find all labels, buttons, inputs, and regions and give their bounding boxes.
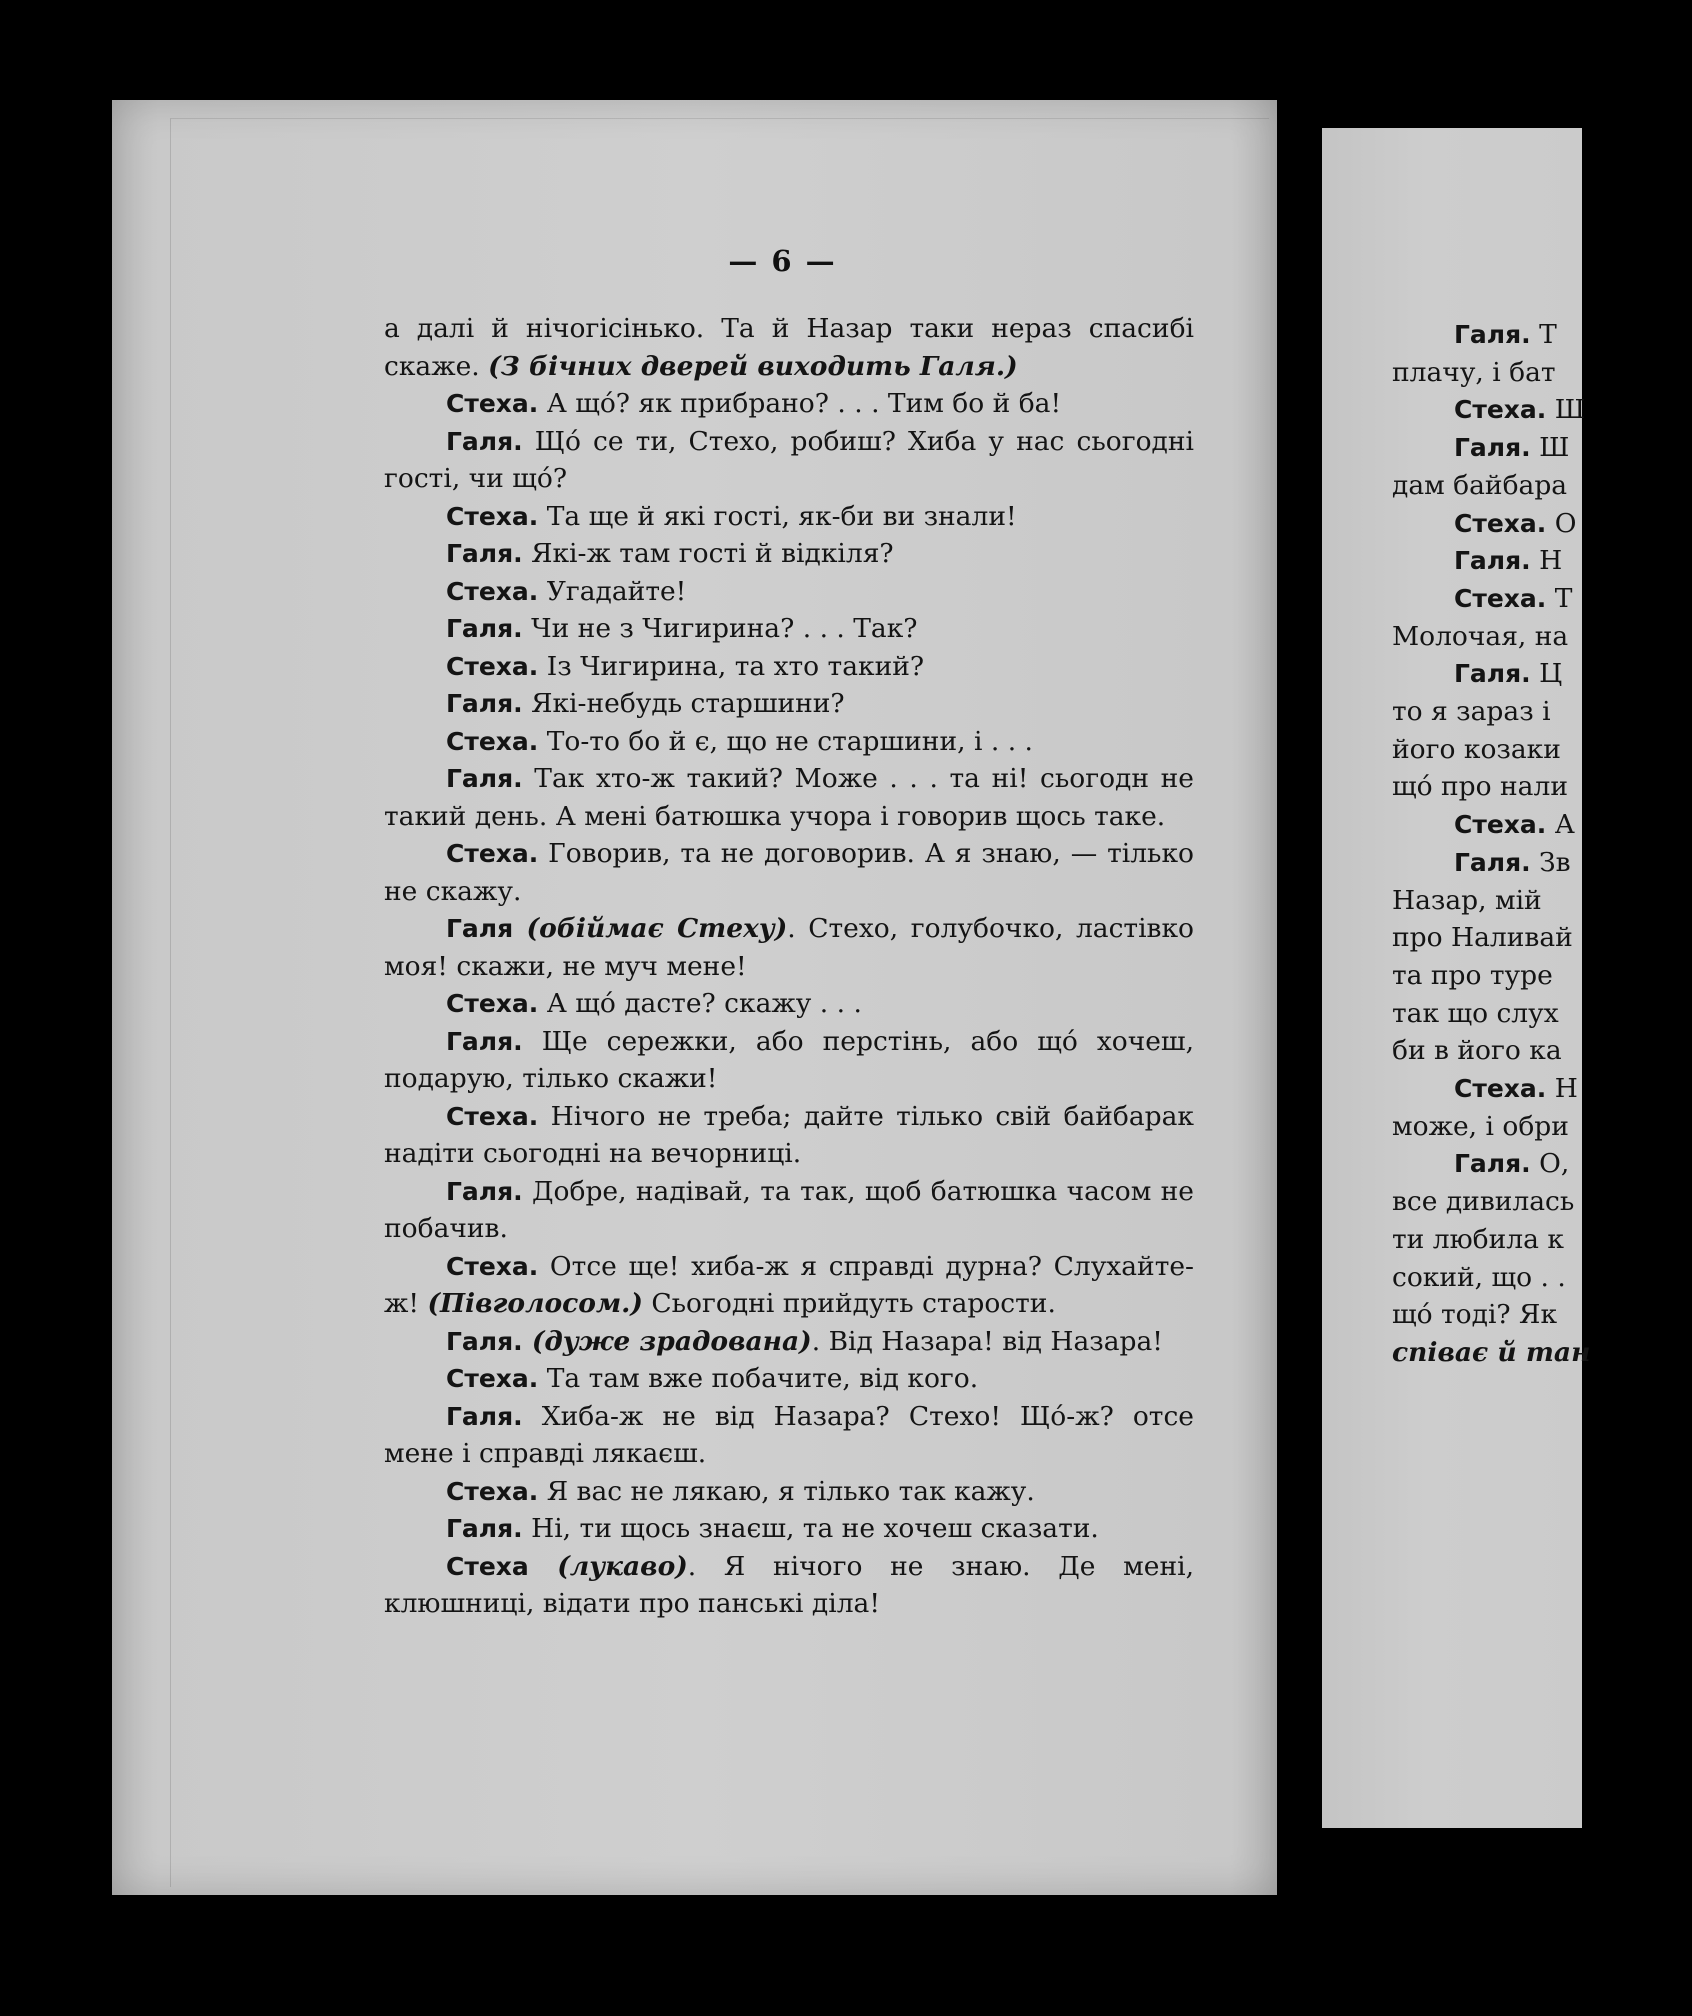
stage-direction: (Півголосом.) [427, 1288, 643, 1319]
speaker-name: Галя. [446, 689, 523, 718]
speaker-name: Стеха. [446, 1364, 539, 1393]
dialogue-text: . Я нічого не знаю. Де мені, клюшниці, відати про панські діла! [384, 1550, 1195, 1619]
cut-off-line [1392, 1183, 1692, 1221]
speaker-name: Галя. [446, 1514, 523, 1543]
cut-off-line [1392, 768, 1692, 806]
speaker-name: Стеха. [446, 389, 539, 418]
dialogue-text: Молочая, на [1392, 620, 1569, 652]
dialogue-paragraph [384, 910, 1194, 985]
dialogue-text: так що слух [1392, 997, 1559, 1029]
dialogue-text: може, і обри [1392, 1110, 1569, 1142]
stage-direction: (лукаво) [528, 1550, 688, 1582]
dialogue-text: Ш [1530, 432, 1570, 464]
speaker-name: Галя. [1454, 546, 1531, 576]
cut-off-line [1392, 693, 1692, 731]
dialogue-paragraph [384, 1398, 1194, 1473]
dialogue-paragraph [384, 610, 1194, 648]
dialogue-text: Добре, надівай, та так, щоб батюшка часом не побачив. [384, 1175, 1194, 1244]
stage-direction: (З бічних дверей виходить Галя.) [488, 350, 1018, 382]
cut-off-line [1392, 618, 1692, 656]
dialogue-text: Із Чигирина, та хто такий? [538, 650, 925, 682]
speaker-name: Стеха. [1454, 395, 1547, 425]
cut-off-line [1392, 806, 1692, 844]
cut-off-line [1392, 580, 1692, 618]
dialogue-text: Нічого не треба; дайте тілько свій байбарак надіти сьогодні на вечорниці. [384, 1100, 1194, 1169]
dialogue-text: дам байбара [1392, 469, 1568, 501]
speaker-name: Стеха. [1454, 1074, 1547, 1104]
dialogue-text: . Стехо, голубочко, ластівко моя! скажи, не муч мене! [384, 913, 1194, 982]
dialogue-text: А щó дасте? скажу . . . [538, 988, 862, 1019]
dialogue-text: Т [1530, 319, 1557, 350]
dialogue-text: Ні, ти щось знаєш, та не хочеш сказати. [522, 1513, 1099, 1544]
speaker-name: Галя. [446, 1401, 523, 1431]
cut-off-line [1392, 542, 1692, 580]
cut-off-line [1392, 731, 1692, 769]
dialogue-text: все дивилась [1392, 1186, 1575, 1218]
cut-off-line [1392, 429, 1692, 467]
dialogue-text: Та там вже побачите, від кого. [538, 1363, 979, 1394]
dialogue-paragraph [384, 723, 1194, 761]
dialogue-paragraph [384, 1173, 1194, 1248]
dialogue-paragraph [384, 1510, 1194, 1548]
speaker-name: Стеха. [446, 1251, 539, 1281]
dialogue-text: плачу, і бат [1392, 356, 1556, 388]
dialogue-text: Які-небудь старшини? [522, 688, 845, 719]
dialogue-paragraph [384, 760, 1194, 835]
speaker-name: Стеха. [446, 651, 539, 681]
cut-off-line [1392, 505, 1692, 543]
speaker-name: Галя. [446, 614, 523, 643]
dialogue-text: Угадайте! [538, 575, 687, 607]
dialogue-text: Отсе ще! хиба-ж я справді дурна? Слухайте-ж! [384, 1250, 1194, 1319]
stage-direction: (дуже зрадована) [522, 1325, 812, 1357]
dialogue-text: Я вас не лякаю, я тілько так кажу. [538, 1475, 1035, 1507]
dialogue-paragraph [384, 1248, 1194, 1323]
speaker-name: Стеха. [446, 576, 539, 606]
dialogue-paragraph [384, 1098, 1194, 1173]
dialogue-text: Ц [1530, 658, 1563, 690]
dialogue-paragraph [384, 310, 1194, 385]
speaker-name: Галя. [1454, 320, 1531, 349]
dialogue-text: Так хто-ж такий? Може . . . та ні! сьогодн не такий день. А мені батюшка учора і говорив щось таке. [384, 763, 1194, 832]
dialogue-text: щó тоді? Як [1392, 1299, 1558, 1331]
cut-off-line [1392, 995, 1692, 1033]
cut-off-line [1392, 354, 1692, 392]
dialogue-paragraph [384, 648, 1194, 686]
dialogue-text: а далі й нічогісінько. Та й Назар таки нераз спасибі скаже. [384, 313, 1194, 382]
dialogue-paragraph [384, 1023, 1194, 1098]
dialogue-paragraph [384, 985, 1194, 1023]
speaker-name: Стеха. [446, 839, 539, 868]
cut-off-line [1392, 1334, 1692, 1372]
dialogue-paragraph [384, 385, 1194, 423]
dialogue-text: та про туре [1392, 959, 1553, 991]
cut-off-line [1392, 844, 1692, 882]
left-page-text [384, 310, 1194, 1623]
cut-off-line [1392, 1145, 1692, 1183]
dialogue-paragraph [384, 1473, 1194, 1511]
right-page-text [1392, 316, 1692, 1372]
cut-off-line [1392, 1032, 1692, 1070]
dialogue-paragraph [384, 498, 1194, 536]
speaker-name: Галя. [1454, 1149, 1531, 1179]
speaker-name: Галя [446, 914, 514, 943]
cut-off-line [1392, 1296, 1692, 1334]
speaker-name: Галя. [446, 539, 523, 568]
cut-off-line [1392, 919, 1692, 957]
speaker-name: Галя. [1454, 659, 1531, 689]
cut-off-line [1392, 655, 1692, 693]
dialogue-text: . Від Назара! від Назара! [811, 1325, 1163, 1357]
speaker-name: Галя. [446, 1326, 523, 1356]
stage-direction: співає й тан [1392, 1336, 1591, 1368]
dialogue-text: то я зараз і [1392, 696, 1551, 728]
speaker-name: Стеха. [446, 1101, 539, 1131]
dialogue-text: Чи не з Чигирина? . . . Так? [522, 613, 918, 644]
speaker-name: Стеха. [446, 501, 539, 531]
dialogue-text: Сьогодні прийдуть старости. [642, 1288, 1056, 1319]
dialogue-text: Н [1530, 545, 1563, 577]
cut-off-line [1392, 467, 1692, 505]
dialogue-text: Н [1546, 1073, 1578, 1105]
speaker-name: Стеха. [1454, 810, 1547, 840]
cut-off-line [1392, 391, 1692, 429]
dialogue-text: Хиба-ж не від Назара? Стехо! Щó-ж? отсе мене і справді лякаєш. [384, 1400, 1194, 1469]
speaker-name: Галя. [446, 764, 523, 793]
dialogue-text: О, [1530, 1148, 1570, 1180]
dialogue-text: А [1546, 809, 1575, 841]
dialogue-text: О [1546, 507, 1577, 539]
cut-off-line [1392, 1221, 1692, 1259]
speaker-name: Стеха. [446, 1476, 539, 1506]
speaker-name: Галя. [446, 426, 523, 456]
dialogue-text: Зв [1530, 846, 1571, 878]
speaker-name: Галя. [446, 1026, 523, 1056]
dialogue-paragraph [384, 423, 1194, 498]
dialogue-text: Говорив, та не договорив. А я знаю, — тілько не скажу. [384, 838, 1194, 907]
dialogue-text: би в його ка [1392, 1035, 1562, 1067]
dialogue-text: про Наливай [1392, 922, 1573, 954]
speaker-name: Стеха. [1454, 508, 1547, 538]
dialogue-paragraph [384, 535, 1194, 573]
dialogue-text: Щó се ти, Стехо, робиш? Хиба у нас сьогодні гості, чи щó? [384, 425, 1194, 494]
dialogue-text: Назар, мій [1392, 884, 1542, 916]
dialogue-text: Які-ж там гості й відкіля? [522, 538, 894, 569]
dialogue-text: А щó? як прибрано? . . . Тим бо й ба! [538, 388, 1062, 419]
cut-off-line [1392, 316, 1692, 354]
dialogue-paragraph [384, 685, 1194, 723]
dialogue-paragraph [384, 573, 1194, 611]
speaker-name: Галя. [446, 1176, 523, 1206]
cut-off-line [1392, 1259, 1692, 1297]
speaker-name: Галя. [1454, 433, 1531, 463]
dialogue-paragraph [384, 1323, 1194, 1361]
cut-off-line [1392, 957, 1692, 995]
cut-off-line [1392, 882, 1692, 920]
speaker-name: Стеха. [446, 726, 539, 756]
dialogue-text: Т [1546, 582, 1573, 614]
dialogue-text: ти любила к [1392, 1223, 1564, 1255]
dialogue-text: Та ще й які гості, як-би ви знали! [538, 500, 1017, 532]
dialogue-paragraph [384, 835, 1194, 910]
dialogue-text: Ще сережки, або перстінь, або щó хочеш, подарую, тілько скажи! [384, 1025, 1194, 1094]
speaker-name: Галя. [1454, 847, 1531, 877]
stage-direction: (обіймає Стеху) [513, 913, 788, 944]
cut-off-line [1392, 1108, 1692, 1146]
speaker-name: Стеха. [1454, 583, 1547, 613]
dialogue-text: сокий, що . . [1392, 1261, 1566, 1293]
dialogue-paragraph [384, 1360, 1194, 1398]
speaker-name: Стеха. [446, 989, 539, 1018]
dialogue-text: Ш [1546, 394, 1585, 426]
dialogue-paragraph [384, 1548, 1194, 1623]
dialogue-text: щó про нали [1392, 771, 1568, 803]
dialogue-text: То-то бо й є, що не старшини, і . . . [538, 725, 1033, 757]
speaker-name: Стеха [446, 1551, 529, 1581]
page-number: — 6 — [728, 244, 837, 278]
cut-off-line [1392, 1070, 1692, 1108]
dialogue-text: його козаки [1392, 733, 1561, 765]
